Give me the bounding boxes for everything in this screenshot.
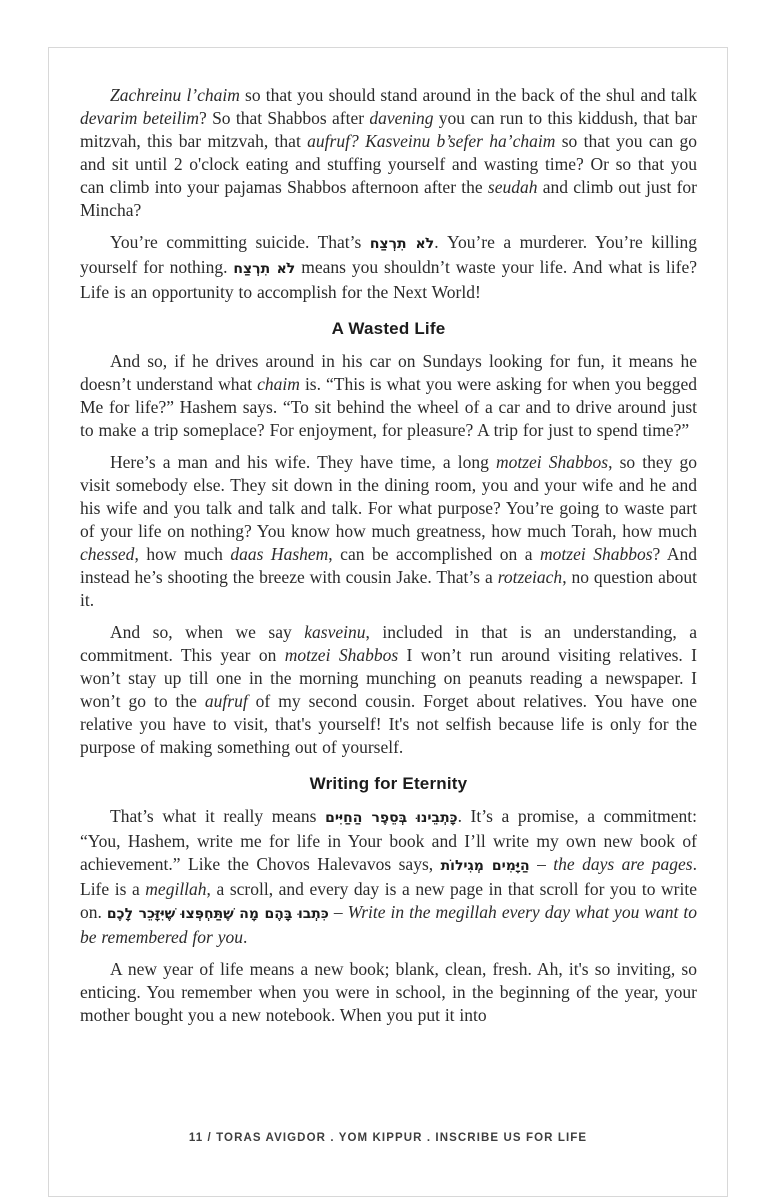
paragraph [80, 84, 697, 222]
text-segment: – [328, 902, 348, 922]
document-page [48, 47, 728, 1197]
text-segment: and climb out just for Mincha? [80, 177, 697, 220]
paragraph [80, 350, 697, 442]
text-segment: motzei Shabbos [495, 452, 609, 472]
text-segment: aufruf [204, 691, 248, 711]
text-segment: Here’s a man and his wife. They have time, a long [110, 452, 496, 472]
article-body [80, 84, 697, 1036]
page-footer: 11 / TORAS AVIGDOR . YOM KIPPUR . INSCRIBE US FOR LIFE [188, 1132, 588, 1144]
text-segment: seudah [487, 177, 538, 197]
text-segment: , no question about it. [80, 567, 697, 610]
text-segment: You’re committing suicide. That’s [110, 232, 370, 252]
text-segment: , so they go visit somebody else. They sit down in the dining room, you and your wife and he and his wife and you talk and talk and talk. For what purpose? You’re going to waste part of your life on nothing? You know how much greatness, how much Torah, how much [80, 452, 698, 541]
hebrew-phrase: כָּתְבֵינוּ בְּסֵפֶר הַחַיִּים [325, 810, 458, 826]
text-segment: the days are pages [553, 854, 693, 874]
text-segment: of my second cousin. Forget about relatives. You have one relative you have to visit, that's yourself! It's not selfish because life is only for the purpose of making something out of yourself. [80, 691, 697, 757]
text-segment: daas Hashem [230, 544, 329, 564]
text-segment: And so, if he drives around in his car on Sundays looking for fun, it means he doesn’t understand what [80, 351, 697, 394]
text-segment: megillah [145, 879, 207, 899]
paragraph [80, 958, 697, 1027]
text-segment: A new year of life means a new book; blank, clean, fresh. Ah, it's so inviting, so enticing. You remember when you were in school, in the beginning of the year, your mother bought you a new notebook. When you put it into [80, 959, 697, 1025]
text-segment: motzei Shabbos [540, 544, 653, 564]
text-segment: ? And instead he’s shooting the breeze with cousin Jake. That’s a [80, 544, 697, 587]
text-segment: is. “This is what you were asking for when you begged Me for life?” Hashem says. “To sit behind the wheel of a car and to drive around just to make a trip someplace? For enjoyment, for pleasure? A trip for just to spend time?” [80, 374, 697, 440]
text-segment: , can be accomplished on a [328, 544, 541, 564]
paragraph [80, 451, 697, 612]
text-segment: so that you should stand around in the back of the shul and talk [239, 85, 697, 105]
section-heading-a-wasted-life: A Wasted Life [331, 319, 446, 338]
text-segment: kasveinu [304, 622, 366, 642]
text-segment: motzei Shabbos [284, 645, 399, 665]
text-segment: , included in that is an understanding, a commitment. This year on [80, 622, 697, 665]
text-segment: means you shouldn’t waste your life. And what is life? Life is an opportunity to accomplish for the Next World! [80, 257, 697, 302]
text-segment: Write in the megillah every day what you want to be remembered for you [80, 902, 698, 947]
hebrew-phrase: הַיָּמִים מְגִילוֹת [440, 858, 530, 874]
hebrew-phrase: לֹא תִרְצַח [233, 261, 296, 277]
text-segment: . [243, 927, 248, 947]
text-segment: rotzeiach [497, 567, 563, 587]
text-segment: . You’re a murderer. You’re killing yourself for nothing. [80, 232, 697, 277]
text-segment: I won’t run around visiting relatives. I won’t stay up till one in the morning munching on peanuts reading a newspaper. I won’t go to the [80, 645, 697, 711]
text-segment: chaim [257, 374, 300, 394]
text-segment: And so, when we say [110, 622, 305, 642]
paragraph [80, 805, 697, 949]
text-segment: davening [369, 108, 434, 128]
text-segment: you can run to this kiddush, that bar mitzvah, this bar mitzvah, that [80, 108, 697, 151]
text-segment: ? So that Shabbos after [199, 108, 370, 128]
text-segment: aufruf? Kasveinu b’sefer ha’chaim [307, 131, 556, 151]
text-segment: chessed [80, 544, 135, 564]
text-segment: so that you can go and sit until 2 o'clock eating and stuffing yourself and wasting time? Or so that you can climb into your pajamas Shabbos afternoon after the [80, 131, 697, 197]
text-segment: , how much [134, 544, 231, 564]
text-segment: , a scroll, and every day is a new page in that scroll for you to write on. [80, 879, 697, 922]
section-heading-writing-for-eternity: Writing for Eternity [309, 774, 468, 793]
text-segment: That’s what it really means [110, 806, 326, 826]
text-segment: . It’s a promise, a commitment: “You, Hashem, write me for life in Your book and I’ll write my own new book of achievement.” Like the Chovos Halevavos says, [80, 806, 697, 874]
text-segment: . Life is a [80, 854, 697, 899]
paragraph [80, 621, 697, 759]
text-segment: – [529, 854, 554, 874]
hebrew-phrase: לֹא תִרְצַח [369, 236, 435, 252]
hebrew-phrase: כִּתְבוּ בָּהֶם מָה שֶׁתַּחְפְּצוּ שֶׁיִּזָּכֵר לָכֶם [106, 906, 329, 922]
text-segment: devarim beteilim [80, 108, 200, 128]
paragraph [80, 231, 697, 304]
text-segment: Zachreinu l’chaim [110, 85, 240, 105]
